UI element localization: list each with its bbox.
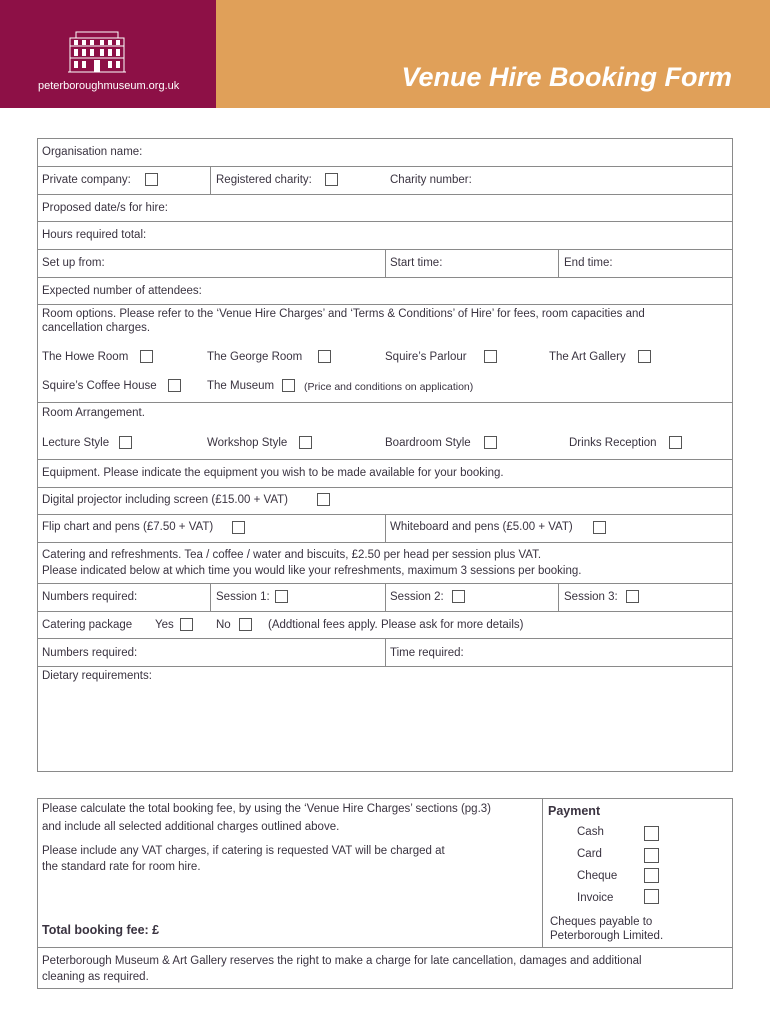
payment-invoice-checkbox[interactable]	[644, 889, 659, 904]
session-3-checkbox[interactable]	[626, 590, 639, 603]
session-1-label: Session 1:	[216, 591, 270, 603]
catering-yes-label: Yes	[155, 619, 174, 631]
payment-heading: Payment	[548, 804, 601, 818]
vat-instructions: Please include any VAT charges, if catering is requested VAT will be charged at	[42, 845, 445, 857]
registered-charity-checkbox[interactable]	[325, 173, 338, 186]
end-time-label: End time:	[564, 257, 613, 269]
session-1-checkbox[interactable]	[275, 590, 288, 603]
calc-instructions-cont: and include all selected additional charges outlined above.	[42, 821, 340, 833]
page-title: Venue Hire Booking Form	[401, 62, 732, 92]
time-required-label: Time required:	[390, 647, 464, 659]
projector-label: Digital projector including screen (£15.00 + VAT)	[42, 494, 288, 506]
footer-note-cont: cleaning as required.	[42, 971, 149, 983]
projector-checkbox[interactable]	[317, 493, 330, 506]
cheques-payable-note-cont: Peterborough Limited.	[550, 930, 664, 942]
set-up-from-label: Set up from:	[42, 257, 105, 269]
numbers-required-2-label: Numbers required:	[42, 647, 138, 659]
drinks-reception-label: Drinks Reception	[569, 437, 657, 449]
price-note: (Price and conditions on application)	[304, 381, 474, 393]
private-company-label: Private company:	[42, 174, 131, 186]
equipment-heading: Equipment. Please indicate the equipment you wish to be made available for your booking.	[42, 467, 504, 479]
registered-charity-label: Registered charity:	[216, 174, 312, 186]
flip-chart-label: Flip chart and pens (£7.50 + VAT)	[42, 521, 214, 533]
additional-fees-note: (Addtional fees apply. Please ask for more details)	[268, 619, 524, 631]
dietary-requirements-label: Dietary requirements:	[42, 670, 152, 682]
drinks-reception-checkbox[interactable]	[669, 436, 682, 449]
payment-cash-label: Cash	[577, 826, 604, 838]
vat-instructions-cont: the standard rate for room hire.	[42, 861, 201, 873]
payment-invoice-label: Invoice	[577, 892, 614, 904]
dietary-requirements-field[interactable]	[38, 686, 732, 770]
room-coffee-house-label: Squire’s Coffee House	[42, 380, 157, 392]
whiteboard-checkbox[interactable]	[593, 521, 606, 534]
payment-cheque-label: Cheque	[577, 870, 618, 882]
private-company-checkbox[interactable]	[145, 173, 158, 186]
workshop-style-label: Workshop Style	[207, 437, 288, 449]
whiteboard-label: Whiteboard and pens (£5.00 + VAT)	[390, 521, 573, 533]
payment-card-label: Card	[577, 848, 602, 860]
catering-no-label: No	[216, 619, 231, 631]
museum-building-icon	[68, 26, 126, 81]
catering-text-cont: Please indicated below at which time you would like your refreshments, maximum 3 sessions per booking.	[42, 565, 582, 577]
attendees-label: Expected number of attendees:	[42, 285, 202, 297]
catering-yes-checkbox[interactable]	[180, 618, 193, 631]
session-2-label: Session 2:	[390, 591, 444, 603]
room-options-text: Room options. Please refer to the ‘Venue Hire Charges’ and ‘Terms & Conditions’ of Hire’ for fees, room capacities and	[42, 308, 645, 320]
room-art-gallery-checkbox[interactable]	[638, 350, 651, 363]
workshop-style-checkbox[interactable]	[299, 436, 312, 449]
room-arrangement-heading: Room Arrangement.	[42, 407, 145, 419]
cheques-payable-note: Cheques payable to	[550, 916, 653, 928]
session-2-checkbox[interactable]	[452, 590, 465, 603]
flip-chart-checkbox[interactable]	[232, 521, 245, 534]
start-time-label: Start time:	[390, 257, 443, 269]
room-museum-label: The Museum	[207, 380, 275, 392]
boardroom-style-label: Boardroom Style	[385, 437, 471, 449]
room-museum-checkbox[interactable]	[282, 379, 295, 392]
hours-required-label: Hours required total:	[42, 229, 147, 241]
payment-cheque-checkbox[interactable]	[644, 868, 659, 883]
room-howe-label: The Howe Room	[42, 351, 129, 363]
catering-package-label: Catering package	[42, 619, 133, 631]
room-george-label: The George Room	[207, 351, 303, 363]
room-art-gallery-label: The Art Gallery	[549, 351, 626, 363]
room-george-checkbox[interactable]	[318, 350, 331, 363]
footer-note: Peterborough Museum & Art Gallery reserves the right to make a charge for late cancellation, damages and additional	[42, 955, 642, 967]
total-booking-fee-label: Total booking fee: £	[42, 923, 160, 937]
catering-text: Catering and refreshments. Tea / coffee / water and biscuits, £2.50 per head per session plus VAT.	[42, 549, 542, 561]
catering-no-checkbox[interactable]	[239, 618, 252, 631]
website-url[interactable]: peterboroughmuseum.org.uk	[38, 80, 180, 92]
proposed-dates-label: Proposed date/s for hire:	[42, 202, 168, 214]
numbers-required-label: Numbers required:	[42, 591, 138, 603]
session-3-label: Session 3:	[564, 591, 618, 603]
room-options-text-cont: cancellation charges.	[42, 322, 151, 334]
organisation-name-label: Organisation name:	[42, 146, 143, 158]
payment-cash-checkbox[interactable]	[644, 826, 659, 841]
room-squires-parlour-checkbox[interactable]	[484, 350, 497, 363]
payment-card-checkbox[interactable]	[644, 848, 659, 863]
lecture-style-label: Lecture Style	[42, 437, 110, 449]
room-squires-parlour-label: Squire’s Parlour	[385, 351, 467, 363]
lecture-style-checkbox[interactable]	[119, 436, 132, 449]
boardroom-style-checkbox[interactable]	[484, 436, 497, 449]
calc-instructions: Please calculate the total booking fee, by using the ‘Venue Hire Charges’ sections (pg.3)	[42, 803, 491, 815]
room-coffee-house-checkbox[interactable]	[168, 379, 181, 392]
room-howe-checkbox[interactable]	[140, 350, 153, 363]
charity-number-label: Charity number:	[390, 174, 472, 186]
